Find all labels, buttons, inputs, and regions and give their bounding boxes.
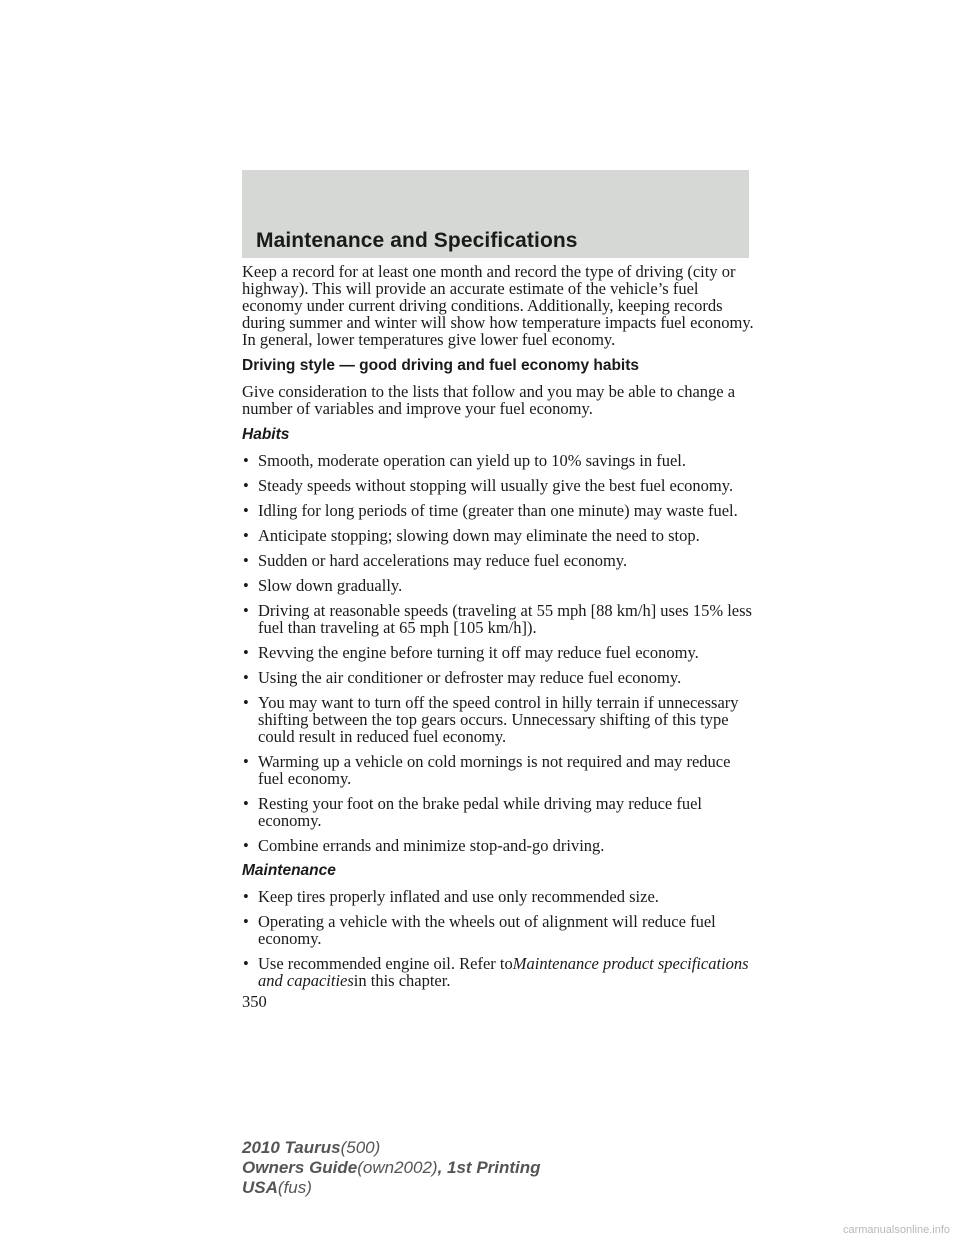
section-heading: Driving style — good driving and fuel economy habits bbox=[242, 357, 640, 374]
bullet-icon: • bbox=[243, 836, 249, 855]
list-item: • Slow down gradually. bbox=[243, 576, 403, 595]
footer-line-region: USA(fus) bbox=[242, 1178, 312, 1197]
list-item: • You may want to turn off the speed control in hilly terrain if unnecessary shifting between the top gears occurs. Unnecessary shifting of this type could result in reduced fuel economy. bbox=[243, 693, 739, 746]
footer-line-model: 2010 Taurus(500) bbox=[242, 1138, 381, 1157]
list-item: • Using the air conditioner or defroster may reduce fuel economy. bbox=[243, 668, 682, 687]
bullet-icon: • bbox=[243, 912, 249, 931]
page-content bbox=[242, 263, 757, 1010]
list-item: • Anticipate stopping; slowing down may eliminate the need to stop. bbox=[243, 526, 700, 545]
maintenance-heading: Maintenance bbox=[242, 862, 336, 879]
document-footer bbox=[242, 1138, 541, 1198]
bullet-icon: • bbox=[243, 501, 249, 520]
list-item: • Combine errands and minimize stop-and-go driving. bbox=[243, 836, 605, 855]
list-item: • Resting your foot on the brake pedal while driving may reduce fuel economy. bbox=[243, 794, 702, 830]
list-item: • Operating a vehicle with the wheels out of alignment will reduce fuel economy. bbox=[243, 912, 716, 948]
list-item: • Use recommended engine oil. Refer toMaintenance product specifications and capacitiesin this chapter. bbox=[243, 954, 749, 990]
maintenance-list bbox=[242, 888, 757, 989]
bullet-icon: • bbox=[243, 476, 249, 495]
bullet-icon: • bbox=[243, 526, 249, 545]
list-item: • Sudden or hard accelerations may reduce fuel economy. bbox=[243, 551, 628, 570]
bullet-icon: • bbox=[243, 551, 249, 570]
bullet-icon: • bbox=[243, 887, 249, 906]
footer-line-guide: Owners Guide(own2002), 1st Printing bbox=[242, 1158, 541, 1177]
section-header-bar bbox=[242, 170, 749, 258]
list-item: • Warming up a vehicle on cold mornings is not required and may reduce fuel economy. bbox=[243, 752, 731, 788]
habits-heading: Habits bbox=[242, 426, 290, 443]
page-number: 350 bbox=[242, 992, 267, 1011]
bullet-icon: • bbox=[243, 576, 249, 595]
list-item: • Keep tires properly inflated and use only recommended size. bbox=[243, 887, 659, 906]
bullet-icon: • bbox=[243, 954, 249, 973]
watermark: carmanualsonline.info bbox=[842, 1224, 950, 1236]
list-item: • Idling for long periods of time (greater than one minute) may waste fuel. bbox=[243, 501, 738, 520]
intro-paragraph: Keep a record for at least one month and record the type of driving (city or highway). This will provide an accurate estimate of the vehicle’s fuel economy under current driving conditions. Additionally, keeping records during summer and winter will show how temperature impacts fuel economy. In general, lower temperatures give lower fuel economy. bbox=[242, 262, 754, 349]
bullet-icon: • bbox=[243, 752, 249, 771]
bullet-icon: • bbox=[243, 601, 249, 620]
list-item: • Smooth, moderate operation can yield up to 10% savings in fuel. bbox=[243, 451, 686, 470]
bullet-icon: • bbox=[243, 693, 249, 712]
section-intro-paragraph: Give consideration to the lists that follow and you may be able to change a number of variables and improve your fuel economy. bbox=[242, 382, 736, 418]
bullet-icon: • bbox=[243, 668, 249, 687]
bullet-icon: • bbox=[243, 451, 249, 470]
bullet-icon: • bbox=[243, 643, 249, 662]
bullet-icon: • bbox=[243, 794, 249, 813]
list-item: • Revving the engine before turning it off may reduce fuel economy. bbox=[243, 643, 699, 662]
list-item: • Steady speeds without stopping will usually give the best fuel economy. bbox=[243, 476, 734, 495]
habits-list bbox=[242, 452, 757, 854]
page-title: Maintenance and Specifications bbox=[256, 229, 578, 252]
cross-reference-link[interactable]: Maintenance product specifications and capacities bbox=[258, 954, 749, 990]
list-item: • Driving at reasonable speeds (traveling at 55 mph [88 km/h] uses 15% less fuel than traveling at 65 mph [105 km/h]). bbox=[243, 601, 752, 637]
